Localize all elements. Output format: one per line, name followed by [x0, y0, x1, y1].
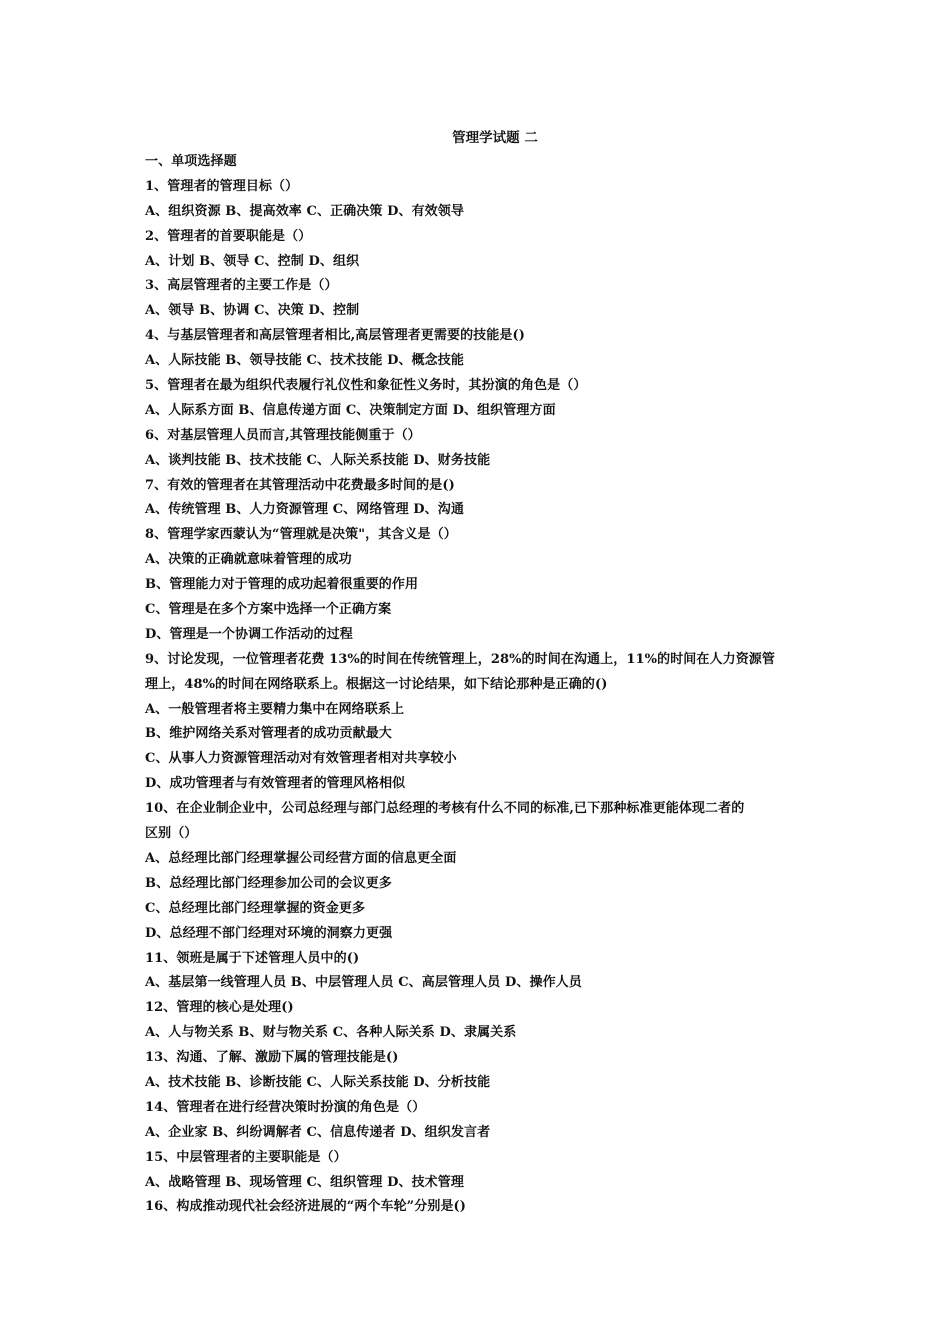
text-line: A、企业家 B、纠纷调解者 C、信息传递者 D、组织发言者: [145, 1124, 491, 1140]
text-line: A、计划 B、领导 C、控制 D、组织: [145, 253, 360, 269]
text-line: 7、有效的管理者在其管理活动中花费最多时间的是(): [145, 477, 455, 493]
section-heading: 一、单项选择题: [145, 154, 237, 169]
text-line: A、基层第一线管理人员 B、中层管理人员 C、高层管理人员 D、操作人员: [145, 975, 582, 991]
document-title: 管理学试题 二: [452, 130, 538, 146]
text-line: 16、构成推动现代社会经济进展的“两个车轮”分别是(): [145, 1199, 467, 1215]
text-line: 11、领班是属于下述管理人员中的(): [145, 950, 360, 966]
text-line: 14、管理者在进行经营决策时扮演的角色是（）: [145, 1099, 426, 1115]
text-line: 区别（）: [145, 826, 198, 842]
text-line: A、战略管理 B、现场管理 C、组织管理 D、技术管理: [145, 1174, 464, 1190]
text-line: B、管理能力对于管理的成功起着很重要的作用: [145, 577, 419, 593]
text-line: A、人与物关系 B、财与物关系 C、各种人际关系 D、隶属关系: [145, 1025, 517, 1041]
text-line: 8、管理学家西蒙认为“管理就是决策"，其含义是（）: [145, 527, 457, 543]
text-line: A、一般管理者将主要精力集中在网络联系上: [145, 701, 405, 717]
text-line: B、总经理比部门经理参加公司的会议更多: [145, 875, 392, 891]
text-line: A、传统管理 B、人力资源管理 C、网络管理 D、沟通: [145, 502, 464, 518]
text-line: 15、中层管理者的主要职能是（）: [145, 1149, 347, 1165]
text-line: D、总经理不部门经理对环境的洞察力更强: [145, 925, 393, 941]
text-line: 9、讨论发现，一位管理者花费 13%的时间在传统管理上，28%的时间在沟通上，11%的时间在人力资源管: [145, 651, 776, 667]
text-line: D、成功管理者与有效管理者的管理风格相似: [145, 776, 406, 792]
text-line: C、从事人力资源管理活动对有效管理者相对共享较小: [145, 751, 457, 767]
text-line: A、总经理比部门经理掌握公司经营方面的信息更全面: [145, 850, 457, 866]
text-line: A、人际技能 B、领导技能 C、技术技能 D、概念技能: [145, 353, 464, 369]
text-line: A、领导 B、协调 C、决策 D、控制: [145, 303, 360, 319]
text-line: A、决策的正确就意味着管理的成功: [145, 552, 352, 568]
text-line: 3、高层管理者的主要工作是（）: [145, 278, 338, 294]
text-line: A、技术技能 B、诊断技能 C、人际关系技能 D、分析技能: [145, 1074, 491, 1090]
text-line: A、组织资源 B、提高效率 C、正确决策 D、有效领导: [145, 203, 464, 219]
text-line: 6、对基层管理人员而言,其管理技能侧重于（）: [145, 427, 421, 443]
text-line: A、人际系方面 B、信息传递方面 C、决策制定方面 D、组织管理方面: [145, 402, 556, 418]
text-line: 理上，48%的时间在网络联系上。根据这一讨论结果，如下结论那种是正确的(): [145, 676, 608, 692]
text-line: D、管理是一个协调工作活动的过程: [145, 626, 353, 642]
question-list: [145, 150, 825, 1220]
text-line: A、谈判技能 B、技术技能 C、人际关系技能 D、财务技能: [145, 452, 491, 468]
text-line: 12、管理的核心是处理(): [145, 1000, 294, 1016]
text-line: C、管理是在多个方案中选择一个正确方案: [145, 602, 392, 618]
text-line: 2、管理者的首要职能是（）: [145, 228, 312, 244]
text-line: C、总经理比部门经理掌握的资金更多: [145, 900, 366, 916]
text-line: B、维护网络关系对管理者的成功贡献最大: [145, 726, 392, 742]
text-line: 13、沟通、了解、激励下属的管理技能是(): [145, 1050, 399, 1066]
text-line: 1、管理者的管理目标（）: [145, 178, 299, 194]
text-line: 4、与基层管理者和高层管理者相比,高层管理者更需要的技能是(): [145, 328, 525, 344]
text-line: 10、在企业制企业中，公司总经理与部门总经理的考核有什么不同的标准,已下那种标准更能体现二者的: [145, 801, 745, 817]
text-line: 5、管理者在最为组织代表履行礼仪性和象征性义务时，其扮演的角色是（）: [145, 378, 587, 394]
